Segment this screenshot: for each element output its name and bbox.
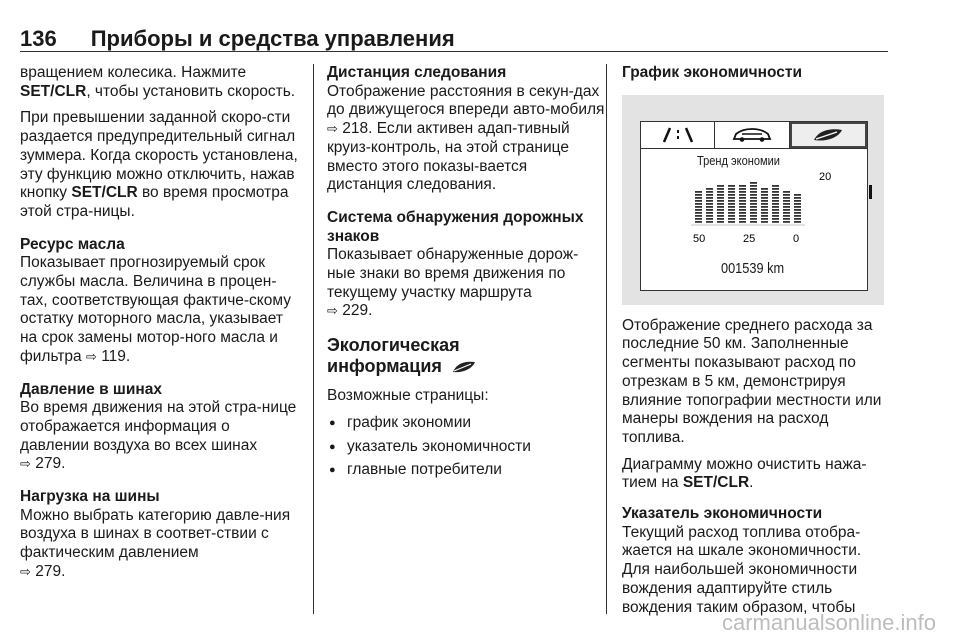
display-illustration — [622, 95, 884, 305]
page-ref-icon: ⇨ — [85, 348, 97, 364]
page-ref-icon: ⇨ — [327, 121, 338, 137]
list-item: ● график экономии — [327, 414, 605, 433]
column-divider — [606, 64, 607, 614]
watermark: carmanualsonline.info — [721, 610, 936, 635]
display-screen — [640, 121, 868, 291]
paragraph: Диаграмму можно очистить нажа-тием на SET/CLR. — [622, 455, 867, 492]
section-heading: Дистанция следования — [327, 64, 507, 81]
section-heading: Ресурс масла — [20, 235, 125, 253]
page-title: Приборы и средства управления — [90, 26, 455, 51]
display-tabs — [641, 122, 867, 149]
load-section: Нагрузка на шины Можно выбрать категорию давле-ния воздуха в шинах в соответ-ствии с фактическим давлением ⇨ 279. — [20, 488, 300, 582]
key-label: SET/CLR — [71, 184, 138, 202]
page-ref-icon: ⇨ — [20, 456, 31, 472]
signs-section: Система обнаружения дорожных знаков Показывает обнаруженные дорож-ные знаки во время движения по текущему участку маршрута ⇨ 229. — [327, 209, 605, 321]
section-heading: Система обнаружения дорожных знаков — [327, 208, 584, 245]
page-number: 136 — [20, 26, 57, 51]
page-ref[interactable]: 229. — [342, 302, 373, 320]
chart-bar — [794, 194, 801, 223]
chart-tick-label: 0 — [793, 232, 800, 245]
paragraph: Отображение среднего расхода за последние 50 км. Заполненные сегменты показывают расход по отрезкам в 5 км, демонстрируя влияние топографии местности или манеры вождения на расход топлива. — [622, 316, 882, 446]
pages-intro: Возможные страницы: — [327, 387, 489, 405]
page-header — [20, 26, 455, 52]
chart-bar — [750, 182, 757, 223]
chart-tick-label: 50 — [693, 232, 706, 245]
oil-section: Ресурс масла Показывает прогнозируемый срок службы масла. Величина в процен-тах, соответствующая фактиче-скому остатку моторного масла, указывает на срок замены мотор-ного масла и фильтра ⇨ 119. — [20, 236, 300, 367]
chart-bar — [761, 188, 768, 223]
section-heading: Указатель экономичности — [622, 505, 823, 523]
column-2 — [327, 64, 605, 485]
chart-bar — [728, 185, 735, 223]
car-icon — [730, 127, 774, 143]
leaf-icon — [451, 360, 477, 374]
page-ref[interactable]: 119. — [101, 347, 131, 365]
tab-car — [715, 122, 789, 148]
chart-tick-label: 25 — [743, 232, 756, 245]
chart-bar — [695, 191, 702, 223]
header-rule — [20, 51, 888, 52]
list-item: ● главные потребители — [327, 461, 605, 480]
section-heading: Нагрузка на шины — [20, 488, 160, 506]
eco-heading: Экологическая информация — [327, 335, 605, 377]
pages-list — [327, 414, 605, 480]
paragraph: вращением колесика. Нажмите SET/CLR, чтобы установить скорость. — [20, 64, 296, 100]
page-ref[interactable]: 218. — [342, 120, 373, 138]
section-heading: График экономичности — [622, 64, 803, 81]
column-1 — [20, 64, 300, 590]
tab-eco — [790, 122, 867, 148]
leaf-icon — [811, 127, 845, 143]
page-ref-icon: ⇨ — [327, 303, 338, 319]
scroll-indicator — [869, 185, 872, 199]
key-label: SET/CLR — [20, 82, 87, 100]
list-item: ● указатель экономичности — [327, 438, 605, 457]
page-ref-icon: ⇨ — [20, 563, 31, 579]
chart-bar — [717, 185, 724, 223]
column-3 — [622, 64, 890, 625]
chart-bar — [706, 188, 713, 223]
key-label: SET/CLR — [682, 474, 750, 492]
display-title: Тренд экономии — [697, 152, 780, 168]
chart-bar — [772, 185, 779, 223]
page-ref[interactable]: 279. — [35, 562, 66, 580]
section-heading: Давление в шинах — [20, 380, 162, 398]
odometer: 001539 km — [721, 259, 785, 277]
paragraph: При превышении заданной скоро-сти раздается предупредительный сигнал зуммера. Когда скорость установлена, эту функцию можно отключить, нажав кнопку SET/CLR во время просмотра этой стра-ницы. — [20, 109, 298, 220]
distance-section: Дистанция следования Отображение расстояния в секун-дах до движущегося впереди авто-мобиля ⇨ 218. Если активен адап-тивный круиз-контроль, на этой странице вместо этого показы-вается дистанция следования. — [327, 64, 605, 194]
indicator-section: Указатель экономичности Текущий расход топлива отобра-жается на шкале экономичности. Для наибольшей экономичности вождения адаптируйте стиль вождения таким образом, чтобы — [622, 505, 890, 617]
tire-section: Давление в шинах Во время движения на этой стра-нице отображается информация о давлении воздуха во всех шинах ⇨ 279. — [20, 381, 300, 475]
chart-scale-label: 20 — [819, 170, 832, 183]
economy-trend-chart — [641, 168, 867, 248]
chart-bar — [783, 191, 790, 223]
tab-traffic-sign — [641, 122, 715, 148]
chart-bar — [739, 185, 746, 223]
page-ref[interactable]: 279. — [35, 455, 66, 473]
column-divider — [313, 64, 314, 614]
lane-icon — [658, 127, 698, 143]
